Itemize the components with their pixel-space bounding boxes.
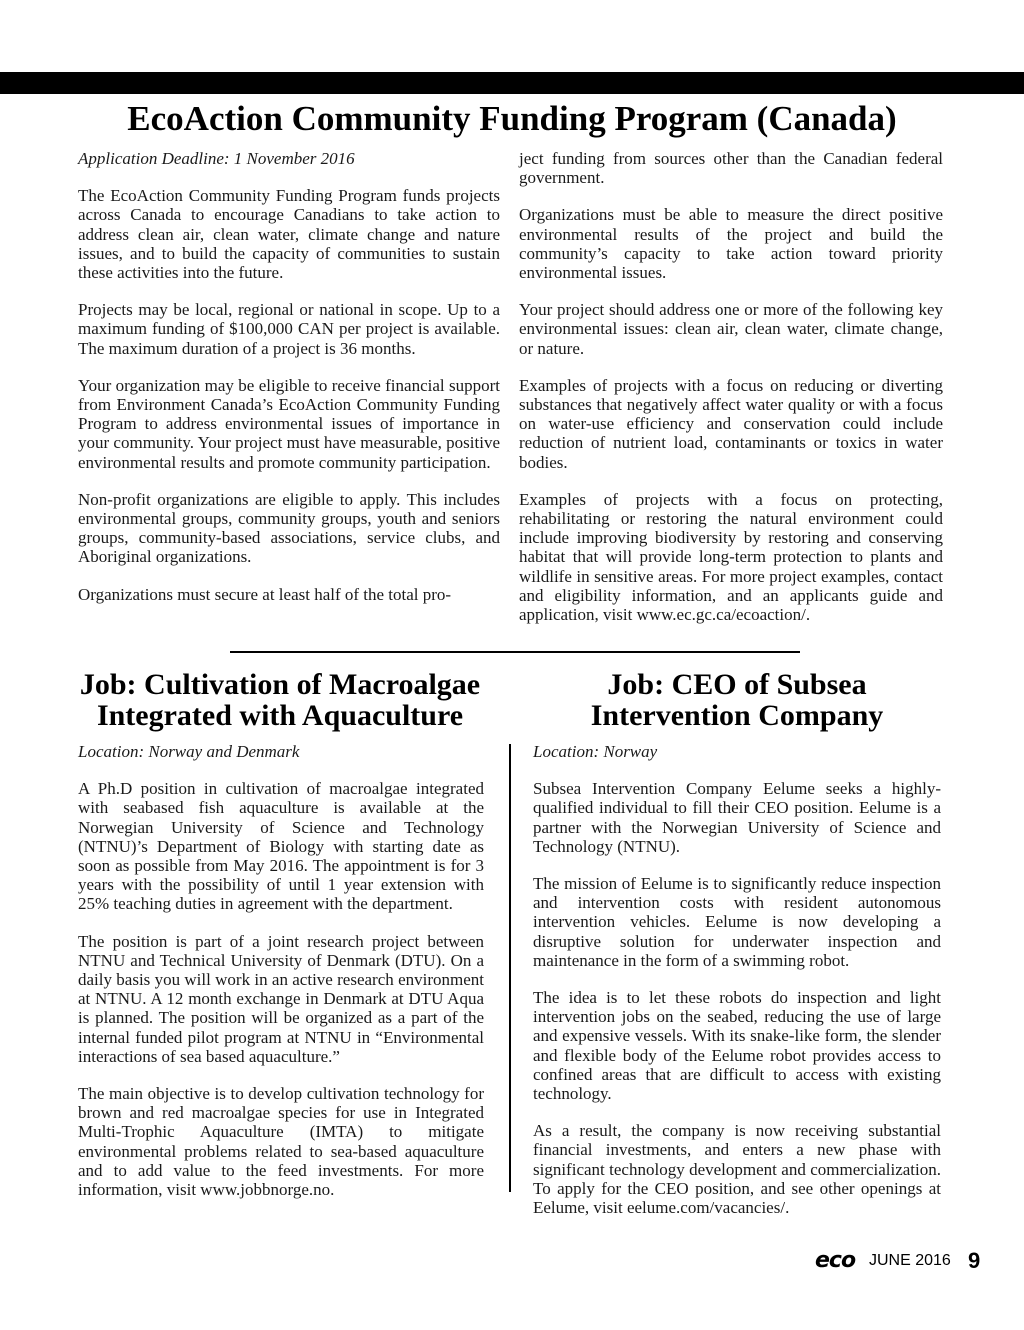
paragraph: Examples of projects with a focus on protecting, rehabilitating or restoring the natural environment could include improving biodiversity by restoring and conserving habitat that will provide long-term protection to plants and wildlife in sensitive areas. For more project examples, contact and eligibility information, and an applicants guide and application, visit www.ec.gc.ca/ecoaction/. xyxy=(519,489,943,625)
paragraph: Your organization may be eligible to receive financial support from Environment Canada’s EcoAction Community Funding Program to address environmental issues of importance in your community. Your project must have measurable, positive environmental results and promote community participation. xyxy=(78,375,500,472)
paragraph: The main objective is to develop cultivation technology for brown and red macroalgae species for use in Integrated Multi-Trophic Aquaculture (IMTA) to mitigate environmental problems related to sea-based aquaculture and to add value to the feed investments. For more information, visit www.jobbnorge.no. xyxy=(78,1084,484,1200)
page-number: 9 xyxy=(968,1248,981,1273)
job2-body xyxy=(533,742,941,1235)
paragraph: Subsea Intervention Company Eelume seeks a highly-qualified individual to fill their CEO position. Eelume is a partner with the Norwegian University of Science and Technology (NTNU). xyxy=(533,779,941,856)
paragraph: Examples of projects with a focus on reducing or diverting substances that negatively affect water quality or with a focus on water-use efficiency and conservation could include reduction of nutrient load, contaminants or toxics in water bodies. xyxy=(519,375,943,472)
paragraph: Organizations must secure at least half of the total pro- xyxy=(78,584,452,604)
issue-date: JUNE 2016 xyxy=(869,1252,951,1269)
paragraph: Projects may be local, regional or national in scope. Up to a maximum funding of $100,000 CAN per project is available. The maximum duration of a project is 36 months. xyxy=(78,300,500,358)
paragraph: Non-profit organizations are eligible to apply. This includes environmental groups, community groups, youth and seniors groups, community-based associations, service clubs, and Aboriginal organizations. xyxy=(78,489,500,567)
paragraph: The idea is to let these robots do inspection and light intervention jobs on the seabed, reducing the use of large and expensive vessels. With its snake-like form, the slender and flexible body of the Eelume robot provides access to confined areas that are difficult to access with existing technology. xyxy=(533,988,941,1104)
job-title-ceo: Job: CEO of Subsea Intervention Company xyxy=(590,668,884,732)
column-divider xyxy=(509,744,511,1192)
article-title-ecoaction: EcoAction Community Funding Program (Canada) xyxy=(127,99,897,138)
job-title-macroalgae: Job: Cultivation of Macroalgae Integrated with Aquaculture xyxy=(79,668,481,732)
paragraph: The mission of Eelume is to significantly reduce inspection and intervention costs with resident autonomous intervention vehicles. Eelume is now developing a disruptive solution for underwater inspection and maintenance in the form of a swimming robot. xyxy=(533,874,941,970)
job1-body xyxy=(78,742,484,1217)
section-divider xyxy=(230,651,800,653)
application-deadline: Application Deadline: 1 November 2016 xyxy=(78,149,355,168)
paragraph: A Ph.D position in cultivation of macroalgae integrated with seabased fish aquaculture is available at the Norwegian University of Science and Technology (NTNU)’s Department of Biology with starting date as soon as possible from May 2016. The appointment is for 3 years with the possibility of until 1 year extension with 25% teaching duties in agreement with the department. xyxy=(78,779,484,914)
paragraph: The position is part of a joint research project between NTNU and Technical University of Denmark (DTU). On a daily basis you will work in an active research environment at NTNU. A 12 month exchange in Denmark at DTU Aqua is planned. The position will be organized as a part of the internal funded pilot program at NTNU in “Environmental interactions of sea based aquaculture.” xyxy=(78,931,484,1066)
job-location: Location: Norway xyxy=(533,742,658,761)
paragraph: Organizations must be able to measure the direct positive environmental results of the project and build the community’s capacity to take action toward priority environmental issues. xyxy=(519,205,943,283)
ecoaction-left-column xyxy=(78,149,500,622)
job-location: Location: Norway and Denmark xyxy=(78,742,300,761)
page-footer xyxy=(0,1248,1024,1274)
paragraph: As a result, the company is now receiving substantial financial investments, and enters a new phase with significant technology development and commercialization. To apply for the CEO position, and see other openings at Eelume, visit eelume.com/vacancies/. xyxy=(533,1121,941,1218)
header-bar xyxy=(0,72,1024,94)
paragraph: The EcoAction Community Funding Program funds projects across Canada to encourage Canadians to take action to address clean air, clean water, climate change and nature issues, and to build the capacity of communities to sustain these activities into the future. xyxy=(78,186,500,283)
paragraph: Your project should address one or more of the following key environmental issues: clean air, clean water, climate change, or nature. xyxy=(519,300,943,358)
paragraph: ject funding from sources other than the Canadian federal government. xyxy=(519,149,943,188)
ecoaction-right-column xyxy=(519,149,943,642)
eco-logo: eco xyxy=(815,1248,856,1273)
